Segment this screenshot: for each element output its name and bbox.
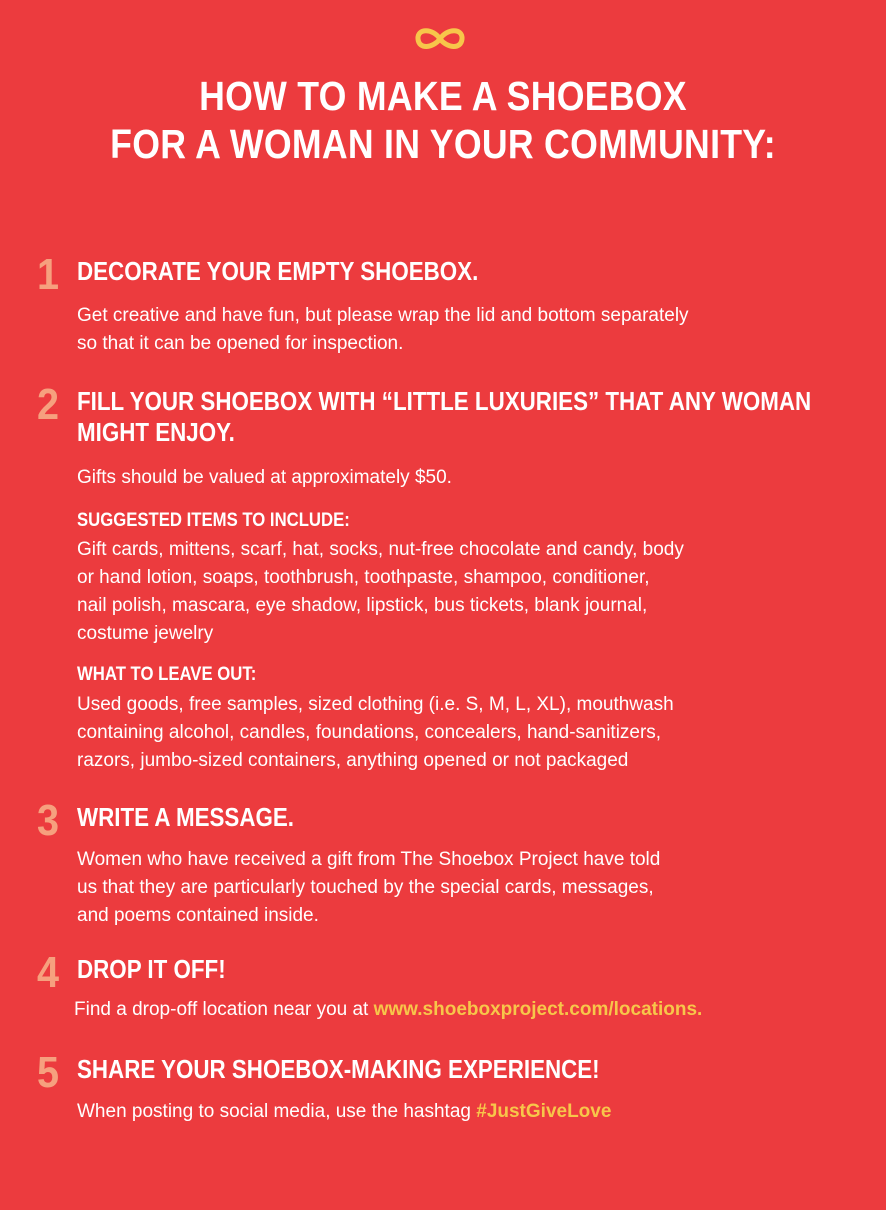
include-heading: SUGGESTED ITEMS TO INCLUDE: [77,510,350,531]
step-body: Find a drop-off location near you at www.shoeboxproject.com/locations. [74,999,703,1020]
step-number: 1 [37,250,60,299]
exclude-list: Used goods, free samples, sized clothing (i.e. S, M, L, XL), mouthwash containing alcohol, candles, foundations, concealers, hand-sanitizers, razors, jumbo-sized containers, anything opened or not packaged [77,694,674,771]
step-body: Get creative and have fun, but please wrap the lid and bottom separately so that it can be opened for inspection. [77,305,689,354]
hashtag: #JustGiveLove [476,1101,612,1122]
step-body: Gifts should be valued at approximately $50. [77,467,452,488]
step-heading: DROP IT OFF! [77,954,226,984]
step-number: 2 [37,380,60,429]
step-number: 4 [37,948,60,997]
step-body: Women who have received a gift from The Shoebox Project have told us that they are particularly touched by the special cards, messages, and poems contained inside. [77,849,661,926]
bow-icon [409,26,471,52]
step-heading: WRITE A MESSAGE. [77,802,294,832]
include-list: Gift cards, mittens, scarf, hat, socks, nut-free chocolate and candy, body or hand lotion, soaps, toothbrush, toothpaste, shampoo, conditioner, nail polish, mascara, eye shadow, lipstick, bus tickets, blank journal, costume jewelry [77,539,684,644]
step-heading: SHARE YOUR SHOEBOX-MAKING EXPERIENCE! [77,1054,600,1084]
step-number: 3 [37,796,60,845]
step-heading: FILL YOUR SHOEBOX WITH “LITTLE LUXURIES” THAT ANY WOMAN MIGHT ENJOY. [77,386,812,447]
title-line-2: FOR A WOMAN IN YOUR COMMUNITY: [110,121,776,167]
title-line-1: HOW TO MAKE A SHOEBOX [199,73,687,119]
page-title [58,72,829,168]
exclude-heading: WHAT TO LEAVE OUT: [77,664,257,685]
step-body: When posting to social media, use the hashtag #JustGiveLove [77,1101,612,1122]
locations-link[interactable]: www.shoeboxproject.com/locations. [373,999,703,1020]
step-heading: DECORATE YOUR EMPTY SHOEBOX. [77,256,479,286]
step-number: 5 [37,1048,60,1097]
